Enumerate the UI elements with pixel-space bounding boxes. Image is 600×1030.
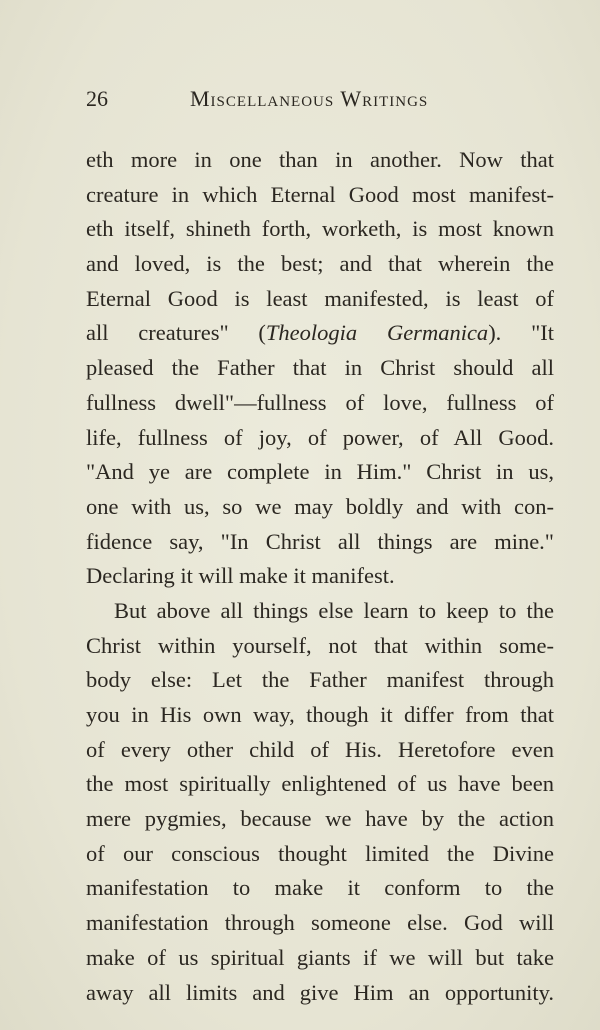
text-line: But above all things else learn to keep to the (114, 597, 554, 623)
italic-citation: Theologia Germanica (265, 320, 489, 346)
text-line: of our conscious thought limited the Divine (86, 840, 554, 866)
text-line: fidence say, "In Christ all things are mine." (86, 528, 554, 554)
text-line: body else: Let the Father manifest through (86, 667, 554, 693)
text-line: manifestation through someone else. God will (86, 910, 554, 936)
text-line: eth more in one than in another. Now that (86, 147, 554, 172)
text-line: make of us spiritual giants if we will but take (86, 944, 554, 970)
text-line: eth itself, shineth forth, worketh, is most known (86, 216, 554, 242)
text-line: manifestation to make it conform to the (86, 875, 554, 901)
text-line: Declaring it will make it manifest. (86, 563, 395, 589)
text-line: Christ within yourself, not that within some- (86, 632, 554, 658)
page-number: 26 (86, 86, 108, 111)
text-line: fullness dwell"—fullness of love, fullness of (86, 389, 554, 415)
text-line: of every other child of His. Heretofore even (86, 736, 554, 762)
running-title: Miscellaneous Writings (190, 86, 429, 111)
text-line: Eternal Good is least manifested, is least of (86, 285, 554, 311)
text-line: the most spiritually enlightened of us have been (86, 771, 554, 797)
text-line: mere pygmies, because we have by the action (86, 806, 554, 832)
text-line: and loved, is the best; and that wherein the (86, 251, 554, 277)
text-line: creature in which Eternal Good most manifest- (86, 181, 554, 207)
text-line: away all limits and give Him an opportunity. (86, 979, 554, 1005)
text-line: pleased the Father that in Christ should all (86, 355, 554, 381)
text-line: all creatures" (Theologia Germanica). "It (86, 320, 555, 346)
text-line: you in His own way, though it differ from that (86, 702, 554, 727)
text-line: one with us, so we may boldly and with con- (86, 493, 554, 519)
body-text (86, 143, 554, 1010)
text-line: life, fullness of joy, of power, of All Good. (86, 424, 554, 450)
text-line: "And ye are complete in Him." Christ in us, (86, 459, 554, 485)
